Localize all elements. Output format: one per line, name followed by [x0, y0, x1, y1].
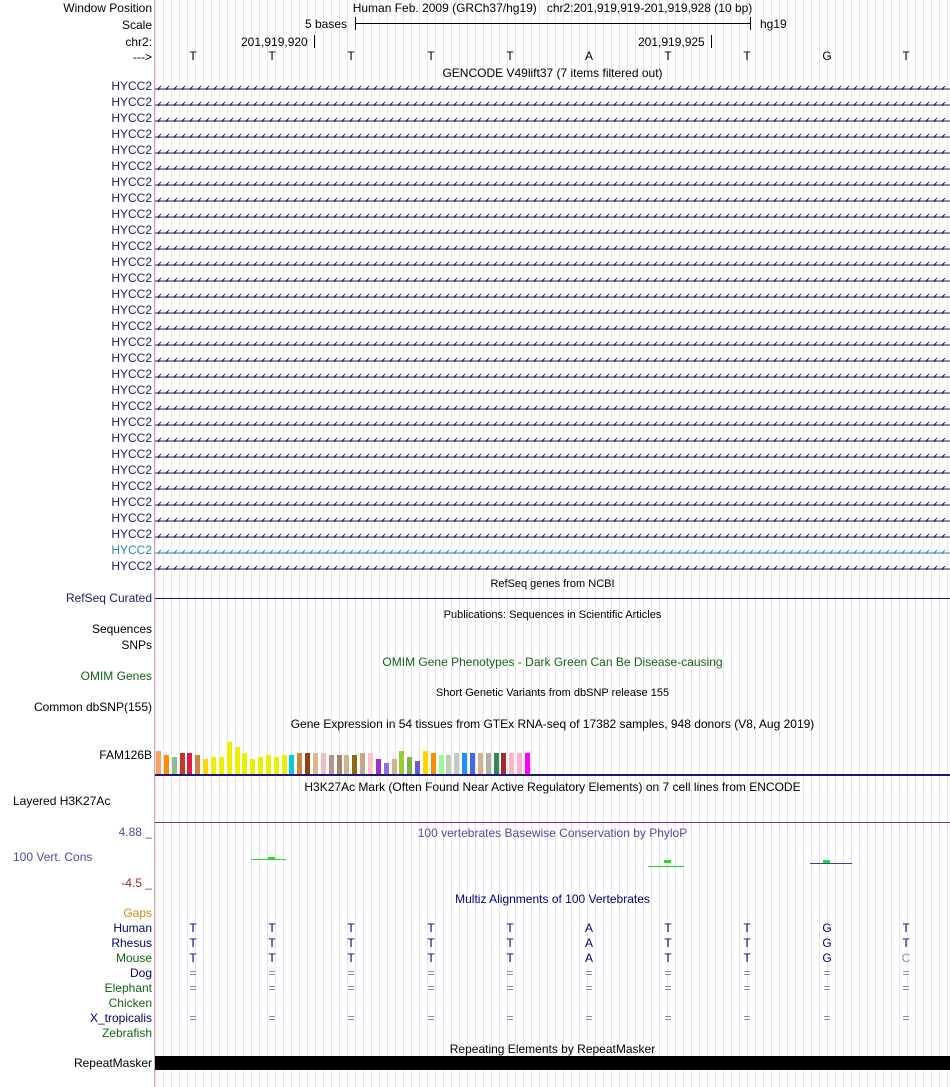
gencode-transcript-strand[interactable] [155, 290, 950, 298]
alignment-base: = [743, 966, 751, 980]
gencode-track-title: GENCODE V49lift37 (7 items filtered out) [442, 66, 663, 80]
track-data-panel[interactable] [155, 0, 950, 1087]
alignment-base: T [427, 936, 435, 950]
h3k27ac-track-label[interactable]: Layered H3K27Ac [13, 794, 111, 808]
dbsnp-track-label[interactable]: Common dbSNP(155) [33, 700, 152, 714]
strand-arrows-icon [155, 133, 950, 138]
species-label[interactable]: Elephant [104, 981, 152, 995]
species-label[interactable]: Rhesus [111, 936, 152, 950]
alignment-base: A [584, 936, 593, 950]
gtex-tissue-bar[interactable] [494, 753, 499, 774]
alignment-base: T [268, 951, 276, 965]
gencode-transcript-strand[interactable] [155, 114, 950, 122]
gtex-tissue-bar[interactable] [187, 753, 192, 774]
alignment-base: T [427, 921, 435, 935]
alignment-base: T [189, 951, 197, 965]
refseq-gene-line[interactable] [155, 598, 950, 599]
gencode-gene-label[interactable]: HYCC2 [111, 95, 152, 109]
alignment-base: T [347, 936, 355, 950]
gencode-gene-label[interactable]: HYCC2 [111, 335, 152, 349]
gtex-track-label[interactable]: FAM126B [99, 748, 152, 762]
species-label[interactable]: Human [113, 921, 152, 935]
alignment-base: = [189, 966, 197, 980]
strand-arrows-icon [155, 341, 950, 346]
strand-arrows-icon [155, 501, 950, 506]
base-letter: G [822, 49, 832, 63]
alignment-base: = [427, 1011, 435, 1025]
gencode-transcript-strand[interactable] [155, 402, 950, 410]
gencode-transcript-strand[interactable] [155, 98, 950, 106]
alignment-base: = [427, 966, 435, 980]
strand-arrows-icon [155, 485, 950, 490]
base-letter: T [743, 49, 751, 63]
gtex-tissue-bar[interactable] [235, 747, 240, 774]
phylop-baseline-segment [251, 859, 286, 860]
gencode-gene-label[interactable]: HYCC2 [111, 143, 152, 157]
strand-arrows-icon [155, 533, 950, 538]
track-labels-panel [0, 0, 155, 1087]
gtex-tissue-bar[interactable] [211, 757, 216, 774]
gaps-label: Gaps [123, 906, 152, 920]
alignment-base: T [902, 921, 910, 935]
gtex-tissue-bar[interactable] [297, 753, 302, 774]
gencode-transcript-strand[interactable] [155, 130, 950, 138]
species-label[interactable]: Dog [129, 966, 152, 980]
alignment-base: = [347, 1011, 355, 1025]
species-label[interactable]: X_tropicalis [89, 1011, 152, 1025]
phylop-min-label: -4.5 _ [121, 876, 152, 890]
alignment-base: = [347, 966, 355, 980]
alignment-base: = [823, 1011, 831, 1025]
gencode-transcript-strand[interactable] [155, 82, 950, 90]
chrom-label: chr2: [125, 35, 152, 49]
repeatmasker-track-label[interactable]: RepeatMasker [73, 1056, 152, 1070]
h3k27ac-track-title: H3K27Ac Mark (Often Found Near Active Regulatory Elements) on 7 cell lines from ENCODE [304, 780, 801, 794]
gtex-tissue-bar[interactable] [509, 753, 514, 774]
sequences-track-label[interactable]: Sequences [91, 622, 152, 636]
alignment-base: T [347, 921, 355, 935]
gtex-tissue-bar[interactable] [486, 753, 491, 774]
gtex-tissue-bar[interactable] [352, 755, 357, 774]
gtex-tissue-bar[interactable] [368, 753, 373, 774]
strand-arrows-icon [155, 229, 950, 234]
gencode-gene-label[interactable]: HYCC2 [111, 127, 152, 141]
strand-arrows-icon [155, 117, 950, 122]
base-letter: T [189, 49, 197, 63]
gencode-gene-label[interactable]: HYCC2 [111, 399, 152, 413]
gencode-transcript-strand[interactable] [155, 338, 950, 346]
alignment-base: = [347, 981, 355, 995]
gencode-gene-label[interactable]: HYCC2 [111, 543, 152, 557]
strand-arrows-icon [155, 565, 950, 570]
gtex-tissue-bar[interactable] [478, 753, 483, 774]
alignment-base: A [584, 951, 593, 965]
alignment-base: = [189, 1011, 197, 1025]
phylop-baseline-segment [810, 863, 852, 864]
alignment-base: T [743, 936, 751, 950]
strand-arrows-icon [155, 261, 950, 266]
gencode-gene-label[interactable]: HYCC2 [111, 239, 152, 253]
alignment-base: T [506, 921, 514, 935]
strand-arrows-icon [155, 245, 950, 250]
scale-bases-text: 5 bases [305, 17, 348, 31]
gtex-tissue-bar[interactable] [274, 757, 279, 774]
gencode-gene-label[interactable]: HYCC2 [111, 319, 152, 333]
gencode-gene-label[interactable]: HYCC2 [111, 367, 152, 381]
gtex-tissue-bar[interactable] [337, 755, 342, 774]
phylop-max-label: 4.88 _ [118, 825, 152, 839]
alignment-base: = [268, 981, 276, 995]
gencode-gene-label[interactable]: HYCC2 [111, 207, 152, 221]
gtex-tissue-bar[interactable] [462, 753, 467, 774]
strand-arrows-icon [155, 421, 950, 426]
gencode-gene-label[interactable]: HYCC2 [111, 479, 152, 493]
phylop-score-bar[interactable] [664, 860, 671, 863]
scale-bar-right-tick [750, 17, 751, 30]
strand-arrows-icon [155, 213, 950, 218]
gtex-tissue-bar[interactable] [195, 755, 200, 774]
alignment-base: = [902, 981, 910, 995]
phylop-track-label[interactable]: 100 Vert. Cons [13, 850, 93, 864]
species-label[interactable]: Mouse [115, 951, 152, 965]
dbsnp-track-title: Short Genetic Variants from dbSNP release 155 [435, 687, 670, 699]
alignment-base: T [506, 936, 514, 950]
gtex-tissue-bar[interactable] [289, 755, 294, 774]
repeatmasker-element[interactable] [155, 1056, 950, 1070]
alignment-base: = [664, 1011, 672, 1025]
gtex-tissue-bar[interactable] [172, 757, 177, 774]
gencode-transcript-strand[interactable] [155, 178, 950, 186]
gtex-tissue-bar[interactable] [392, 759, 397, 774]
gencode-transcript-strand[interactable] [155, 242, 950, 250]
gencode-gene-label[interactable]: HYCC2 [111, 447, 152, 461]
gencode-gene-label[interactable]: HYCC2 [111, 191, 152, 205]
alignment-base: = [585, 1011, 593, 1025]
gencode-gene-label[interactable]: HYCC2 [111, 431, 152, 445]
alignment-base: = [506, 981, 514, 995]
gtex-tissue-bar[interactable] [344, 755, 349, 774]
coord-right-tick [711, 35, 712, 48]
alignment-base: A [584, 921, 593, 935]
gtex-tissue-bar[interactable] [525, 753, 530, 774]
window-position-text [155, 1, 950, 15]
alignment-base: T [347, 951, 355, 965]
gtex-track-title: Gene Expression in 54 tissues from GTEx RNA-seq of 17382 samples, 948 donors (V8, Aug 2019) [290, 717, 815, 731]
gtex-bottom-line [155, 774, 950, 776]
alignment-base: T [664, 936, 672, 950]
gencode-gene-label[interactable]: HYCC2 [111, 287, 152, 301]
gtex-tissue-bar[interactable] [423, 751, 428, 774]
strand-arrows-icon [155, 437, 950, 442]
gtex-tissue-bar[interactable] [313, 753, 318, 774]
alignment-base: T [268, 936, 276, 950]
gencode-transcript-strand[interactable] [155, 386, 950, 394]
phylop-baseline-segment [648, 866, 684, 867]
position-range: chr2:201,919,919-201,919,928 (10 bp) [546, 1, 753, 15]
gencode-transcript-strand[interactable] [155, 306, 950, 314]
gencode-gene-label[interactable]: HYCC2 [111, 415, 152, 429]
strand-arrows-icon [155, 517, 950, 522]
gtex-tissue-bar[interactable] [203, 759, 208, 774]
alignment-base: = [585, 981, 593, 995]
gtex-tissue-bar[interactable] [446, 755, 451, 774]
gencode-transcript-strand[interactable] [155, 498, 950, 506]
base-letter: T [347, 49, 355, 63]
gencode-transcript-strand[interactable] [155, 194, 950, 202]
db-name: hg19 [760, 17, 787, 31]
gencode-transcript-strand[interactable] [155, 482, 950, 490]
scale-bar [355, 23, 750, 24]
base-letter: T [506, 49, 514, 63]
gtex-tissue-bar[interactable] [321, 753, 326, 774]
gtex-tissue-bar[interactable] [156, 751, 161, 774]
gtex-tissue-bar[interactable] [227, 742, 232, 774]
repeatmasker-track-title: Repeating Elements by RepeatMasker [449, 1042, 656, 1056]
alignment-base: C [901, 951, 911, 965]
gencode-transcript-strand[interactable] [155, 514, 950, 522]
alignment-base: = [743, 981, 751, 995]
base-letter: T [902, 49, 910, 63]
strand-arrows-icon [155, 309, 950, 314]
alignment-base: G [822, 921, 832, 935]
alignment-base: = [268, 1011, 276, 1025]
base-letter: A [584, 49, 593, 63]
gencode-transcript-strand[interactable] [155, 258, 950, 266]
alignment-base: T [902, 936, 910, 950]
gtex-tissue-bar[interactable] [360, 753, 365, 774]
alignment-base: T [189, 936, 197, 950]
gencode-transcript-strand[interactable] [155, 162, 950, 170]
alignment-base: = [427, 981, 435, 995]
gtex-tissue-bar[interactable] [305, 753, 310, 774]
strand-arrows-icon [155, 405, 950, 410]
alignment-base: = [268, 966, 276, 980]
strand-arrows-icon [155, 181, 950, 186]
gencode-transcript-strand[interactable] [155, 546, 950, 554]
alignment-base: = [506, 966, 514, 980]
alignment-base: = [189, 981, 197, 995]
species-label[interactable]: Zebrafish [101, 1026, 152, 1040]
alignment-base: = [664, 966, 672, 980]
h3k27ac-bottom-line [155, 822, 950, 823]
strand-arrows-icon [155, 325, 950, 330]
gtex-tissue-bar[interactable] [439, 755, 444, 774]
gtex-tissue-bar[interactable] [517, 753, 522, 774]
gencode-gene-label[interactable]: HYCC2 [111, 559, 152, 573]
snps-track-label[interactable]: SNPs [121, 638, 152, 652]
gtex-tissue-bar[interactable] [415, 761, 420, 774]
gtex-tissue-bar[interactable] [258, 757, 263, 774]
gtex-tissue-bar[interactable] [266, 755, 271, 774]
strand-arrows-icon [155, 549, 950, 554]
alignment-base: T [743, 951, 751, 965]
gtex-tissue-bar[interactable] [180, 753, 185, 774]
gencode-gene-label[interactable]: HYCC2 [111, 159, 152, 173]
gtex-tissue-bar[interactable] [407, 757, 412, 774]
gtex-tissue-bar[interactable] [431, 753, 436, 774]
alignment-base: T [743, 921, 751, 935]
alignment-base: = [902, 1011, 910, 1025]
window-position-label: Window Position [63, 1, 152, 15]
gtex-tissue-bar[interactable] [164, 755, 169, 774]
strand-arrows-icon [155, 389, 950, 394]
scale-bar-left-tick [355, 17, 356, 30]
strand-arrows-icon [155, 165, 950, 170]
alignment-base: T [268, 921, 276, 935]
strand-arrows-icon [155, 197, 950, 202]
alignment-base: T [189, 921, 197, 935]
gencode-transcript-strand[interactable] [155, 562, 950, 570]
gencode-transcript-strand[interactable] [155, 530, 950, 538]
gencode-gene-label[interactable]: HYCC2 [111, 223, 152, 237]
gencode-gene-label[interactable]: HYCC2 [111, 527, 152, 541]
gencode-transcript-strand[interactable] [155, 466, 950, 474]
gtex-tissue-bar[interactable] [329, 755, 334, 774]
gtex-tissue-bar[interactable] [282, 755, 287, 774]
coord-right: 201,919,925 [638, 35, 705, 49]
gencode-transcript-strand[interactable] [155, 322, 950, 330]
species-label[interactable]: Chicken [108, 996, 152, 1010]
alignment-base: = [743, 1011, 751, 1025]
base-letter: T [268, 49, 276, 63]
coord-left-tick [314, 35, 315, 48]
gencode-transcript-strand[interactable] [155, 370, 950, 378]
gencode-gene-label[interactable]: HYCC2 [111, 255, 152, 269]
alignment-base: T [664, 921, 672, 935]
gencode-transcript-strand[interactable] [155, 146, 950, 154]
gtex-tissue-bar[interactable] [470, 753, 475, 774]
alignment-base: T [506, 951, 514, 965]
gencode-gene-label[interactable]: HYCC2 [111, 463, 152, 477]
scale-label: Scale [121, 18, 152, 32]
gencode-transcript-strand[interactable] [155, 210, 950, 218]
gtex-tissue-bar[interactable] [384, 763, 389, 774]
gencode-transcript-strand[interactable] [155, 418, 950, 426]
gtex-tissue-bar[interactable] [250, 759, 255, 774]
gencode-gene-label[interactable]: HYCC2 [111, 495, 152, 509]
gencode-transcript-strand[interactable] [155, 354, 950, 362]
gtex-tissue-bar[interactable] [501, 753, 506, 774]
gencode-gene-label[interactable]: HYCC2 [111, 79, 152, 93]
strand-arrows-icon [155, 149, 950, 154]
omim-track-title: OMIM Gene Phenotypes - Dark Green Can Be Disease-causing [382, 655, 723, 669]
gencode-transcript-strand[interactable] [155, 450, 950, 458]
strand-arrows-icon [155, 469, 950, 474]
gtex-tissue-bar[interactable] [376, 759, 381, 774]
gencode-transcript-strand[interactable] [155, 274, 950, 282]
alignment-base: G [822, 951, 832, 965]
assembly-name: Human Feb. 2009 (GRCh37/hg19) [352, 1, 537, 15]
gtex-tissue-bar[interactable] [454, 753, 459, 774]
alignment-base: = [902, 966, 910, 980]
gencode-gene-label[interactable]: HYCC2 [111, 351, 152, 365]
publications-track-title: Publications: Sequences in Scientific Articles [443, 609, 662, 621]
strand-direction-label: ---> [133, 50, 152, 64]
coord-left: 201,919,920 [241, 35, 308, 49]
gtex-tissue-bar[interactable] [399, 751, 404, 774]
strand-arrows-icon [155, 277, 950, 282]
panel-divider [154, 0, 155, 1087]
gencode-transcript-strand[interactable] [155, 434, 950, 442]
alignment-base: = [664, 981, 672, 995]
alignment-base: T [664, 951, 672, 965]
gencode-gene-label[interactable]: HYCC2 [111, 111, 152, 125]
alignment-base: = [823, 966, 831, 980]
strand-arrows-icon [155, 453, 950, 458]
alignment-base: G [822, 936, 832, 950]
gtex-tissue-bar[interactable] [219, 757, 224, 774]
base-letter: T [427, 49, 435, 63]
omim-track-label[interactable]: OMIM Genes [80, 669, 152, 683]
strand-arrows-icon [155, 373, 950, 378]
alignment-base: = [506, 1011, 514, 1025]
strand-arrows-icon [155, 101, 950, 106]
refseq-track-label[interactable]: RefSeq Curated [65, 591, 152, 605]
gtex-tissue-bar[interactable] [242, 753, 247, 774]
gencode-gene-label[interactable]: HYCC2 [111, 271, 152, 285]
strand-arrows-icon [155, 357, 950, 362]
gencode-gene-label[interactable]: HYCC2 [111, 175, 152, 189]
alignment-base: = [585, 966, 593, 980]
refseq-track-title: RefSeq genes from NCBI [490, 578, 615, 590]
alignment-base: = [823, 981, 831, 995]
gencode-gene-label[interactable]: HYCC2 [111, 383, 152, 397]
base-letter: T [664, 49, 672, 63]
phylop-track-title: 100 vertebrates Basewise Conservation by PhyloP [417, 826, 688, 840]
gencode-gene-label[interactable]: HYCC2 [111, 303, 152, 317]
alignment-base: T [427, 951, 435, 965]
multiz-track-title: Multiz Alignments of 100 Vertebrates [455, 892, 650, 906]
gencode-gene-label[interactable]: HYCC2 [111, 511, 152, 525]
gencode-transcript-strand[interactable] [155, 226, 950, 234]
strand-arrows-icon [155, 85, 950, 90]
strand-arrows-icon [155, 293, 950, 298]
